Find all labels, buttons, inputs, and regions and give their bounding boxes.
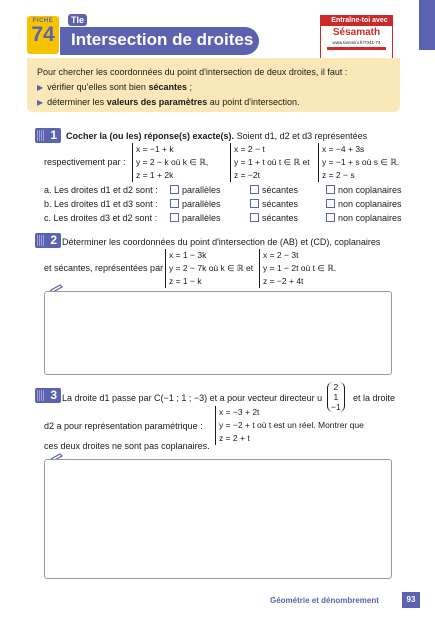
exercise-number-3: 3 [35,388,61,403]
row-label: a. Les droites d1 et d2 sont : [44,185,158,195]
system-d3 [318,143,399,182]
intro-bullet-1 [37,80,390,95]
sesamath-bar [327,47,386,50]
edge-tab [419,0,435,50]
option-label: non coplanaires [338,213,402,223]
triangle-bullet-icon: ▶ [37,83,44,92]
fiche-number: 74 [31,23,55,46]
equation: y = −2 + t où t est un réel. Montrer que [219,420,364,430]
equation: y = 2 − k où k ∈ ℝ, [136,157,209,167]
intro-line: Pour chercher les coordonnées du point d'intersection de deux droites, il faut : [37,67,348,77]
ex1-row-b [44,198,402,210]
equation: z = 1 + 2k [136,170,174,180]
option-label: parallèles [182,199,221,209]
ex2-statement: Déterminer les coordonnées du point d'intersection de (AB) et (CD), coplanaires [62,237,381,247]
equation: x = 2 − t [234,144,265,154]
equation: z = 2 + t [219,433,250,443]
ex3-statement: La droite d1 passe par C(−1 ; 1 ; −3) et a pour vecteur directeur u [62,393,323,403]
row-label: c. Les droites d3 et d2 sont : [44,213,158,223]
checkbox-parallel[interactable] [170,213,179,222]
page-title: Intersection de droites [71,30,254,49]
page-number: 93 [402,592,420,608]
system-cd [259,249,336,288]
checkbox-non-coplanar[interactable] [326,213,335,222]
equation: x = −3 + 2t [219,407,260,417]
equation: y = 1 + t où t ∈ ℝ et [234,157,310,167]
system-ab [165,249,253,288]
checkbox-secant[interactable] [250,185,259,194]
vector-component: 1 [333,392,339,402]
equation: z = −2t [234,170,260,180]
ex1-row-a [44,184,402,196]
bullet-bold: valeurs des paramètres [106,97,208,107]
option-label: non coplanaires [338,199,402,209]
ex1-statement [66,130,367,142]
bullet-text: déterminer les [47,97,107,107]
ex3-statement-tail: et la droite [353,393,396,403]
option-label: parallèles [182,213,221,223]
bullet-text-end: au point d'intersection. [207,97,300,107]
ex1-lead: Soient d1, d2 et d3 représentées [234,131,368,141]
ex3-statement-3: ces deux droites ne sont pas coplanaires. [44,441,210,451]
footer-section: Géométrie et dénombrement [270,596,379,605]
checkbox-parallel[interactable] [170,185,179,194]
checkbox-non-coplanar[interactable] [326,199,335,208]
option-label: sécantes [262,185,299,195]
ex1-para-label: respectivement par : [44,157,126,167]
system-d1 [132,143,208,182]
checkbox-parallel[interactable] [170,199,179,208]
equation: z = 1 − k [169,276,202,286]
exercise-number-1: 1 [35,128,61,143]
equation: x = −1 + k [136,144,174,154]
checkbox-secant[interactable] [250,199,259,208]
equation: y = −1 + s où s ∈ ℝ. [322,157,400,167]
exercise-number-2: 2 [35,233,61,248]
bullet-bold: sécantes [148,82,187,92]
equation: z = −2 + 4t [263,276,304,286]
bullet-text-end: ; [186,82,192,92]
system-d2 [230,143,310,182]
option-label: sécantes [262,213,299,223]
equation: y = 2 − 7k où k ∈ ℝ et [169,263,254,273]
ex2-statement-2: et sécantes, représentées par [44,263,164,273]
ex1-instruction: Cocher la (ou les) réponse(s) exacte(s). [66,131,235,141]
intro-box [27,58,400,112]
equation: x = 2 − 3t [263,250,299,260]
system-d2-param [215,406,364,445]
checkbox-non-coplanar[interactable] [326,185,335,194]
grade-badge: Tle [68,14,87,26]
ex3-answer-box[interactable] [44,459,392,579]
row-label: b. Les droites d1 et d3 sont : [44,199,158,209]
equation: x = 1 − 3k [169,250,207,260]
equation: x = −4 + 3s [322,144,365,154]
equation: z = 2 − s [322,170,355,180]
fiche-badge [27,16,59,54]
checkbox-secant[interactable] [250,213,259,222]
triangle-bullet-icon: ▶ [37,98,44,107]
ex1-row-c [44,212,402,224]
ex3-statement-2: d2 a pour représentation paramétrique : [44,421,203,431]
sesamath-logo: Sésamath [332,27,381,38]
fiche-label: FICHE [32,18,54,24]
option-label: sécantes [262,199,299,209]
bullet-text: vérifier qu'elles sont bien [47,82,149,92]
ex2-answer-box[interactable] [44,291,392,375]
vector-component: −1 [331,402,341,412]
sesamath-caption: Entraîne-toi avec [321,16,392,26]
option-label: parallèles [182,185,221,195]
sesamath-url[interactable]: www.tienmini.fr/7341-74 [332,40,381,45]
option-label: non coplanaires [338,185,402,195]
intro-bullet-2 [37,95,390,110]
vector-component: 2 [333,382,339,392]
equation: y = 1 − 2t où t ∈ ℝ. [263,263,337,273]
